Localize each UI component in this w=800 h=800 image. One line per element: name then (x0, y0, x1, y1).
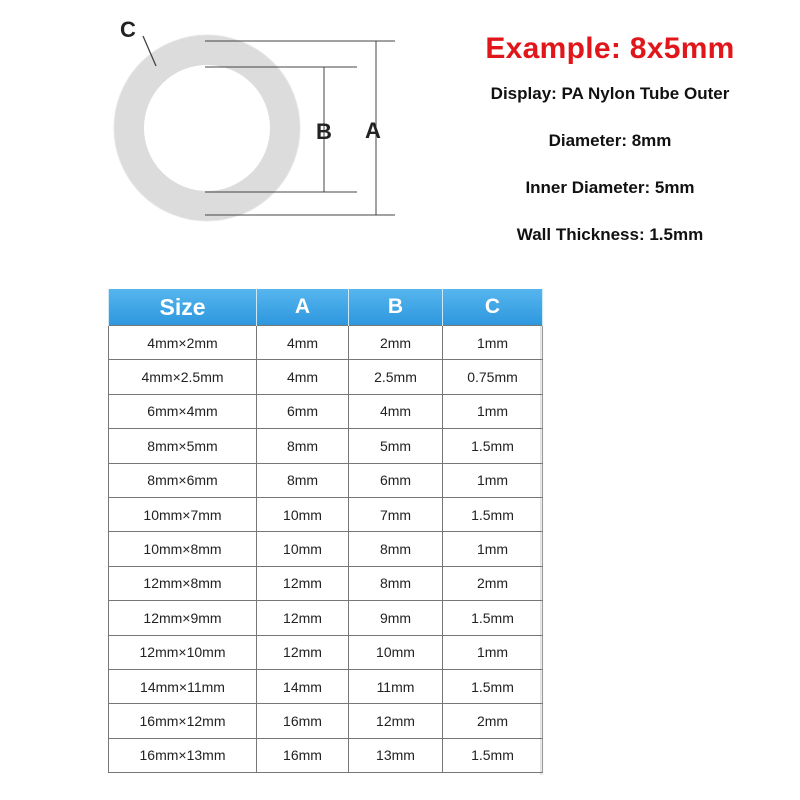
cell-c: 1mm (443, 326, 543, 360)
cell-size: 10mm×8mm (109, 532, 257, 566)
size-table (108, 289, 543, 773)
cell-c: 0.75mm (443, 360, 543, 394)
tube-cross-section-svg (0, 0, 420, 260)
cell-a: 14mm (257, 669, 349, 703)
cell-a: 4mm (257, 360, 349, 394)
cell-b: 6mm (349, 463, 443, 497)
cell-b: 11mm (349, 669, 443, 703)
cell-b: 13mm (349, 738, 443, 772)
cell-size: 12mm×8mm (109, 566, 257, 600)
cell-b: 4mm (349, 394, 443, 428)
table-row (109, 532, 543, 566)
cell-a: 12mm (257, 566, 349, 600)
tube-ring (129, 50, 285, 206)
cell-c: 1mm (443, 394, 543, 428)
cell-b: 5mm (349, 429, 443, 463)
label-a: A (365, 118, 381, 143)
cell-a: 6mm (257, 394, 349, 428)
cell-c: 1mm (443, 532, 543, 566)
label-c: C (120, 17, 136, 42)
cell-b: 7mm (349, 497, 443, 531)
label-b: B (316, 119, 332, 144)
info-line-3: Inner Diameter: 5mm (525, 178, 695, 197)
cell-size: 4mm×2.5mm (109, 360, 257, 394)
size-table-container (108, 289, 542, 773)
cell-c: 1.5mm (443, 738, 543, 772)
cell-a: 10mm (257, 532, 349, 566)
info-line-2: Diameter: 8mm (548, 131, 672, 150)
cell-c: 1mm (443, 463, 543, 497)
cell-b: 8mm (349, 532, 443, 566)
example-title: Example: 8x5mm (485, 32, 735, 65)
example-info (430, 28, 790, 272)
table-row (109, 635, 543, 669)
cell-b: 12mm (349, 704, 443, 738)
cell-a: 12mm (257, 601, 349, 635)
table-row (109, 463, 543, 497)
cell-size: 8mm×5mm (109, 429, 257, 463)
header-b: B (349, 289, 443, 326)
cell-b: 2.5mm (349, 360, 443, 394)
tube-diagram (0, 0, 420, 260)
cell-b: 8mm (349, 566, 443, 600)
table-row (109, 326, 543, 360)
table-row (109, 601, 543, 635)
cell-size: 8mm×6mm (109, 463, 257, 497)
cell-a: 8mm (257, 429, 349, 463)
cell-size: 14mm×11mm (109, 669, 257, 703)
header-c: C (443, 289, 543, 326)
header-a: A (257, 289, 349, 326)
cell-c: 1.5mm (443, 429, 543, 463)
info-line-1: Display: PA Nylon Tube Outer (490, 84, 730, 103)
cell-size: 6mm×4mm (109, 394, 257, 428)
cell-c: 1mm (443, 635, 543, 669)
cell-a: 12mm (257, 635, 349, 669)
cell-size: 10mm×7mm (109, 497, 257, 531)
header-size: Size (109, 289, 257, 326)
table-row (109, 566, 543, 600)
cell-b: 2mm (349, 326, 443, 360)
cell-c: 1.5mm (443, 497, 543, 531)
cell-size: 12mm×10mm (109, 635, 257, 669)
cell-b: 9mm (349, 601, 443, 635)
cell-a: 10mm (257, 497, 349, 531)
cell-size: 4mm×2mm (109, 326, 257, 360)
cell-a: 8mm (257, 463, 349, 497)
table-row (109, 669, 543, 703)
cell-b: 10mm (349, 635, 443, 669)
cell-size: 16mm×13mm (109, 738, 257, 772)
cell-a: 16mm (257, 704, 349, 738)
cell-c: 1.5mm (443, 669, 543, 703)
table-header-row (109, 289, 543, 326)
table-row (109, 429, 543, 463)
table-row (109, 394, 543, 428)
table-row (109, 704, 543, 738)
table-row (109, 497, 543, 531)
table-row (109, 738, 543, 772)
cell-a: 4mm (257, 326, 349, 360)
table-row (109, 360, 543, 394)
cell-c: 1.5mm (443, 601, 543, 635)
cell-size: 16mm×12mm (109, 704, 257, 738)
cell-c: 2mm (443, 704, 543, 738)
table-body (109, 326, 543, 773)
cell-c: 2mm (443, 566, 543, 600)
cell-size: 12mm×9mm (109, 601, 257, 635)
info-line-4: Wall Thickness: 1.5mm (516, 225, 704, 244)
cell-a: 16mm (257, 738, 349, 772)
